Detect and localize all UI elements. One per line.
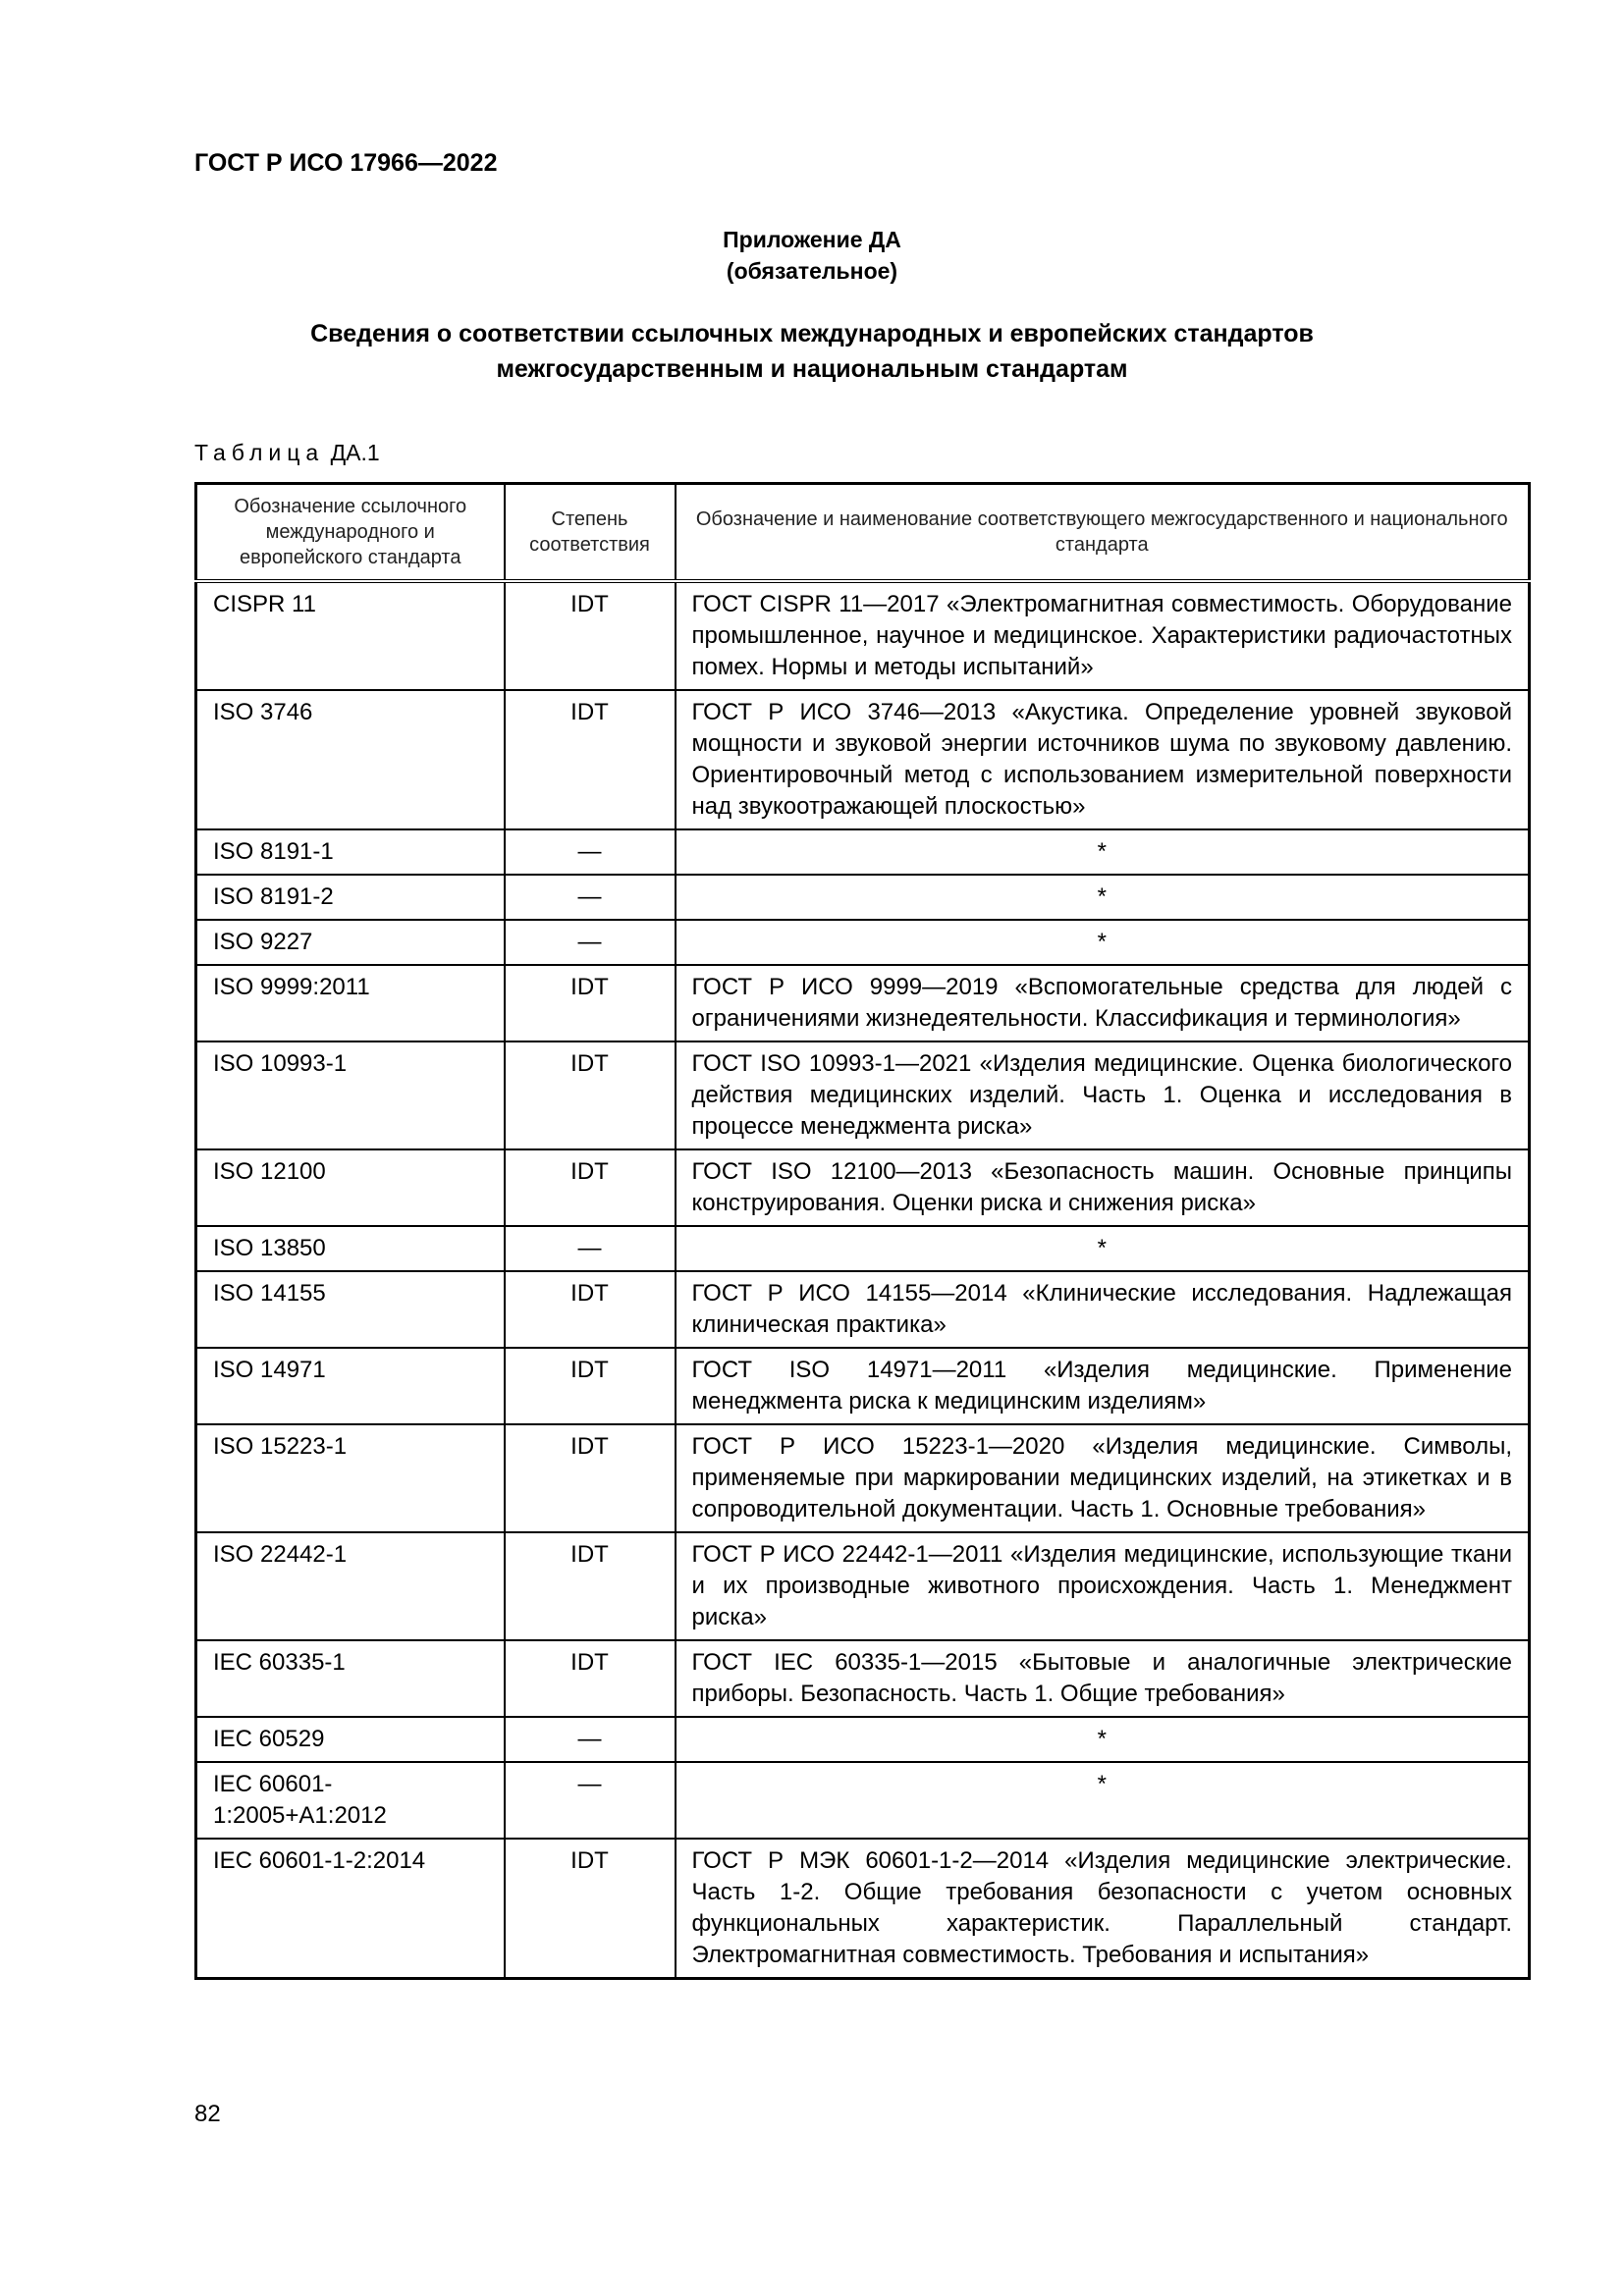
table-row	[196, 965, 1530, 1041]
standards-table	[194, 482, 1531, 1980]
appendix-status: (обязательное)	[726, 258, 898, 284]
national-standard-cell: ГОСТ Р ИСО 15223-1—2020 «Изделия медицинские. Символы, применяемые при маркировании медицинских изделий, на этикетках и в сопроводительной документации. Часть 1. Основные требования»	[676, 1424, 1530, 1532]
degree-cell: IDT	[505, 581, 676, 690]
table-caption-id: ДА.1	[330, 440, 380, 465]
national-standard-cell: ГОСТ Р ИСО 9999—2019 «Вспомогательные средства для людей с ограничениями жизнедеятельности. Классификация и терминология»	[676, 965, 1530, 1041]
degree-cell: IDT	[505, 690, 676, 829]
reference-standard-cell: ISO 9227	[196, 920, 505, 965]
degree-cell: IDT	[505, 1532, 676, 1640]
appendix-title: Приложение ДА	[723, 227, 901, 252]
national-standard-cell: *	[676, 920, 1530, 965]
reference-standard-cell: ISO 12100	[196, 1149, 505, 1226]
section-heading	[0, 316, 1624, 387]
degree-cell: —	[505, 875, 676, 920]
table-row	[196, 875, 1530, 920]
section-heading-line2: межгосударственным и национальным стандартам	[496, 355, 1128, 383]
table-row	[196, 1149, 1530, 1226]
table-row	[196, 1762, 1530, 1839]
reference-standard-cell: IEC 60335-1	[196, 1640, 505, 1717]
national-standard-cell: ГОСТ Р ИСО 14155—2014 «Клинические исследования. Надлежащая клиническая практика»	[676, 1271, 1530, 1348]
document-code: ГОСТ Р ИСО 17966—2022	[194, 149, 498, 177]
reference-standard-cell: IEC 60601-1-2:2014	[196, 1839, 505, 1979]
degree-cell: IDT	[505, 1348, 676, 1424]
national-standard-cell: ГОСТ ISO 12100—2013 «Безопасность машин. Основные принципы конструирования. Оценки риска и снижения риска»	[676, 1149, 1530, 1226]
column-header-degree: Степень соответствия	[505, 484, 676, 582]
reference-standard-cell: ISO 3746	[196, 690, 505, 829]
national-standard-cell: *	[676, 829, 1530, 875]
degree-cell: IDT	[505, 1424, 676, 1532]
degree-cell: —	[505, 920, 676, 965]
reference-standard-cell: ISO 15223-1	[196, 1424, 505, 1532]
reference-standard-cell: ISO 22442-1	[196, 1532, 505, 1640]
table-body	[196, 581, 1530, 1979]
page-number: 82	[194, 2101, 221, 2127]
national-standard-cell: *	[676, 1762, 1530, 1839]
national-standard-cell: ГОСТ ISO 14971—2011 «Изделия медицинские. Применение менеджмента риска к медицинским изделиям»	[676, 1348, 1530, 1424]
national-standard-cell: ГОСТ IEC 60335-1—2015 «Бытовые и аналогичные электрические приборы. Безопасность. Часть 1. Общие требования»	[676, 1640, 1530, 1717]
table-row	[196, 1424, 1530, 1532]
national-standard-cell: ГОСТ ISO 10993-1—2021 «Изделия медицинские. Оценка биологического действия медицинских изделий. Часть 1. Оценка и исследования в процессе менеджмента риска»	[676, 1041, 1530, 1149]
table-row	[196, 1717, 1530, 1762]
reference-standard-cell: CISPR 11	[196, 581, 505, 690]
reference-standard-cell: IEC 60601-1:2005+A1:2012	[196, 1762, 505, 1839]
table-row	[196, 1348, 1530, 1424]
table-row	[196, 920, 1530, 965]
degree-cell: —	[505, 1226, 676, 1271]
table-row	[196, 690, 1530, 829]
national-standard-cell: ГОСТ Р МЭК 60601-1-2—2014 «Изделия медицинские электрические. Часть 1-2. Общие требования безопасности с учетом основных функциональных характеристик. Параллельный стандарт. Электромагнитная совместимость. Требования и испытания»	[676, 1839, 1530, 1979]
degree-cell: IDT	[505, 965, 676, 1041]
column-header-national: Обозначение и наименование соответствующего межгосударственного и национального стандарта	[676, 484, 1530, 582]
national-standard-cell: *	[676, 875, 1530, 920]
degree-cell: —	[505, 1717, 676, 1762]
national-standard-cell: ГОСТ Р ИСО 22442-1—2011 «Изделия медицинские, использующие ткани и их производные животного происхождения. Часть 1. Менеджмент риска»	[676, 1532, 1530, 1640]
degree-cell: —	[505, 829, 676, 875]
national-standard-cell: *	[676, 1717, 1530, 1762]
table-header-row	[196, 484, 1530, 582]
table-row	[196, 1640, 1530, 1717]
appendix-heading	[0, 224, 1624, 287]
reference-standard-cell: ISO 8191-2	[196, 875, 505, 920]
reference-standard-cell: ISO 13850	[196, 1226, 505, 1271]
table-row	[196, 1839, 1530, 1979]
table-row	[196, 1226, 1530, 1271]
reference-standard-cell: ISO 14971	[196, 1348, 505, 1424]
table-caption-prefix: Таблица	[194, 440, 325, 465]
degree-cell: IDT	[505, 1839, 676, 1979]
table-row	[196, 581, 1530, 690]
reference-standard-cell: ISO 9999:2011	[196, 965, 505, 1041]
reference-standard-cell: ISO 8191-1	[196, 829, 505, 875]
table-row	[196, 1041, 1530, 1149]
table-row	[196, 829, 1530, 875]
degree-cell: —	[505, 1762, 676, 1839]
national-standard-cell: ГОСТ CISPR 11—2017 «Электромагнитная совместимость. Оборудование промышленное, научное и медицинское. Характеристики радиочастотных помех. Нормы и методы испытаний»	[676, 581, 1530, 690]
section-heading-line1: Сведения о соответствии ссылочных международных и европейских стандартов	[310, 320, 1314, 347]
degree-cell: IDT	[505, 1041, 676, 1149]
table-row	[196, 1271, 1530, 1348]
degree-cell: IDT	[505, 1640, 676, 1717]
reference-standard-cell: IEC 60529	[196, 1717, 505, 1762]
national-standard-cell: ГОСТ Р ИСО 3746—2013 «Акустика. Определение уровней звуковой мощности и звуковой энергии источников шума по звуковому давлению. Ориентировочный метод с использованием измерительной поверхности над звукоотражающей плоскостью»	[676, 690, 1530, 829]
table-caption	[194, 440, 380, 466]
table-row	[196, 1532, 1530, 1640]
degree-cell: IDT	[505, 1149, 676, 1226]
national-standard-cell: *	[676, 1226, 1530, 1271]
degree-cell: IDT	[505, 1271, 676, 1348]
column-header-reference: Обозначение ссылочного международного и европейского стандарта	[196, 484, 505, 582]
reference-standard-cell: ISO 14155	[196, 1271, 505, 1348]
reference-standard-cell: ISO 10993-1	[196, 1041, 505, 1149]
